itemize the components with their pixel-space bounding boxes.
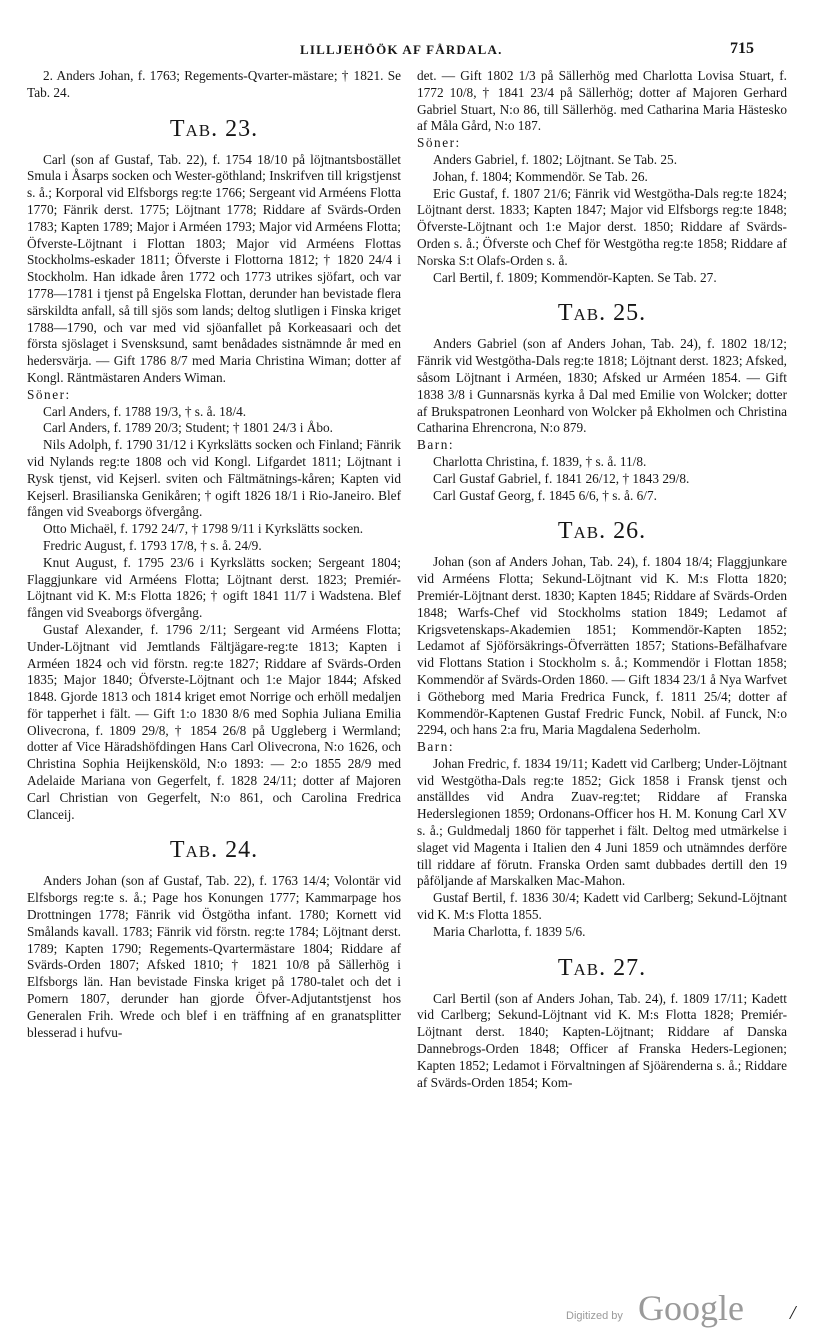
page-number: 715 bbox=[730, 40, 754, 57]
entry-carl-gustaf-gabriel: Carl Gustaf Gabriel, f. 1841 26/12, † 1843 29/8. bbox=[433, 470, 690, 486]
soner-label: Söner: bbox=[417, 135, 461, 151]
entry-anders-johan-ref: 2. Anders Johan, f. 1763; Regements-Qvarter-mästare; † 1821. Se Tab. 24. bbox=[27, 68, 401, 100]
entry-anders-johan: Anders Johan (son af Gustaf, Tab. 22), f. 1763 14/4; Volontär vid Elfsborgs reg:te s. å.; Page hos Konungen 1777; Kammarpage hos Drottningen 1778; Fänrik vid Östgötha infant. 1780; Kornett vid Smålands kavall. 1783; Fänrik vid förstn. reg:te 1784; Löjtnant derst. 1789; Kapten 1790; Regements-Qvartermästare 1804; Riddare af Svärds-Orden 1807; Afsked 1810; † 1821 10/8 på Sällerhög i Elfsborgs län. Han bevistade Finska kriget på 1780-talet och det i Pomern 1807, derunder han gjorde Öfver-Adjutantstjenst hos Generalen Frih. Wrede och blef i en träffning af en granatsplitter blesserad i hufvu- bbox=[27, 873, 401, 1040]
entry-carl-anders-1789: Carl Anders, f. 1789 20/3; Student; † 1801 24/3 i Åbo. bbox=[43, 420, 333, 436]
entry-nils-adolph: Nils Adolph, f. 1790 31/12 i Kyrkslätts socken och Finland; Fänrik vid Nylands reg:te 1808 och vid Kongl. Lifgardet 1811; Löjtnant i Rysk tjenst, vid Kejserl. sviten och Fältmätnings-kåren; Kapten vid Kejserl. Brasilianska Genikåren; † ogift 1826 18/1 i Rio-Janeiro. Blef fången vid Sveaborgs öfvergång. bbox=[27, 437, 401, 520]
barn-label: Barn: bbox=[417, 437, 455, 453]
barn-label: Barn: bbox=[417, 739, 455, 755]
entry-otto-michael: Otto Michaël, f. 1792 24/7, † 1798 9/11 i Kyrkslätts socken. bbox=[43, 521, 364, 537]
entry-fredric-august: Fredric August, f. 1793 17/8, † s. å. 24/9. bbox=[43, 537, 262, 553]
tab-24-heading: Tab. 24. bbox=[169, 837, 259, 864]
tab-23-heading: Tab. 23. bbox=[169, 115, 259, 142]
entry-charlotta-christina: Charlotta Christina, f. 1839, † s. å. 11/8. bbox=[433, 453, 647, 469]
entry-carl-bertil-ref: Carl Bertil, f. 1809; Kommendör-Kapten. Se Tab. 27. bbox=[433, 269, 717, 285]
tab-27-heading: Tab. 27. bbox=[557, 954, 647, 981]
running-head bbox=[0, 0, 840, 70]
left-column bbox=[27, 68, 401, 1041]
entry-anders-gabriel-ref: Anders Gabriel, f. 1802; Löjtnant. Se Tab. 25. bbox=[433, 151, 678, 167]
entry-gustaf-bertil: Gustaf Bertil, f. 1836 30/4; Kadett vid Carlberg; Sekund-Löjtnant vid K. M:s Flotta 1855. bbox=[417, 890, 787, 923]
entry-carl-anders-1788: Carl Anders, f. 1788 19/3, † s. å. 18/4. bbox=[43, 403, 247, 419]
entry-eric-gustaf: Eric Gustaf, f. 1807 21/6; Fänrik vid Westgötha-Dals reg:te 1824; Löjtnant derst. 1833; Kapten 1847; Major vid Elfsborgs reg:te 1848; Öfverste-Löjtnant och 1:e Major derst. 1850; Riddare af Svärds-Orden s. å.; Öfverste och Chef för Westgötha reg:te 1858; Riddare af Norska S:t Olafs-Orden s. å. bbox=[417, 185, 787, 268]
entry-carl: Carl (son af Gustaf, Tab. 22), f. 1754 18/10 på löjtnantsbostället Smula i Åsarps socken och Wester-göthland; Inskrifven till krigstjenst s. å.; Korporal vid Elfsborgs reg:te 1766; Sergeant vid Arméens Flotta 1770; Fänrik derst. 1775; Löjtnant 1778; Riddare af Svärds-Orden 1783; Kapten 1789; Major i Arméen 1793; Major vid Arméens Flotta; Öfverste-Löjtnant i Flottan 1803; Major vid Arméens Flottas Stockholms-eskader 1811; Öfverste i Flottorna 1812; † 1820 24/4 i Stockholm. Han idkade åren 1772 och 1773 utrikes sjöfart, och var 1778—1781 i tjenst på Engelska Flottan, derunder han bevistade flera särskildta anfall, så till sjös som lands; deltog slutligen i Finska kriget 1788—1790, och var med vid sjöanfallet på Korkeasaari och det första sjöslaget i Svensksund, samt benådades sistnämnde år med en hedersvärja. — Gift 1786 8/7 med Maria Christina Wiman; dotter af Kongl. Räntmästaren Anders Wiman. bbox=[27, 151, 401, 385]
entry-carl-gustaf-georg: Carl Gustaf Georg, f. 1845 6/6, † s. å. 6/7. bbox=[433, 487, 657, 503]
entry-johan-fredric: Johan Fredric, f. 1834 19/11; Kadett vid Carlberg; Under-Löjtnant vid Westgötha-Dals reg:te 1852; Gick 1858 i Fransk tjenst och anställdes vid Andra Zuav-reg:tet; Riddare af Franska Hederslegionen 1859; Ordonans-Officer hos H. M. Konung Carl XV s. å.; Guldmedalj 1860 för tapperhet i fält. Deltog med utmärkelse i slaget vid Magenta i Italien den 4 Juni 1859 och utnämndes derföre till riddare af förutn. Franska Orden samt dubbades dertill den 19 påföljande af Marskalken Mac-Mahon. bbox=[417, 755, 787, 889]
soner-label: Söner: bbox=[27, 386, 71, 402]
pen-mark-icon: / bbox=[790, 1302, 796, 1324]
running-title: LILLJEHÖÖK AF FÅRDALA. bbox=[300, 42, 503, 57]
entry-anders-gabriel: Anders Gabriel (son af Anders Johan, Tab. 24), f. 1802 18/12; Fänrik vid Westgötha-Dals reg:te 1818; Löjtnant derst. 1823; Afsked, såsom Löjtnant i Arméen, 1830; Afsked ur Arméen 1854. — Gift 1838 3/8 i Gunnarsnäs kyrka å Dal med Emilie von Wolcker; dotter af Brukspatronen Leonhard von Wolcker på Ekholmen och Christina Catharina Ehrencrona, N:o 879. bbox=[417, 336, 787, 436]
digitized-by-label: Digitized by bbox=[566, 1310, 623, 1322]
entry-anders-johan-continued: det. — Gift 1802 1/3 på Sällerhög med Charlotta Lovisa Stuart, f. 1772 10/8, † 1841 23/4 på Sällerhög; dotter af Majoren Gerhard Gabriel Stuart, N:o 86, till Sällerhög. med Catharina Maria Hästesko af Måla Gård, N:o 187. bbox=[417, 68, 787, 134]
google-watermark bbox=[566, 1288, 816, 1333]
right-column bbox=[417, 68, 787, 1091]
tab-25-heading: Tab. 25. bbox=[557, 300, 647, 327]
entry-gustaf-alexander: Gustaf Alexander, f. 1796 2/11; Sergeant vid Arméens Flotta; Under-Löjtnant vid Jemtlands Fältjägare-reg:te 1813; Kapten i Arméen 1824 och vid förstn. reg:te 1827; Riddare af Svärds-Orden 1835; Major 1840; Öfverste-Löjtnant och 1:e Major 1844; Afsked 1848. Gjorde 1813 och 1814 kriget emot Norrige och erhöll medaljen för tapperhet i fält. — Gift 1:o 1830 8/6 med Sophia Juliana Emilia Olivecrona, f. 1809 29/8, † 1854 26/8 på Uggleberg i Wermland; dotter af Vice Häradshöfdingen Hans Carl Olivecrona, N:o 1626, och Christina Sophia Heijkensköld, N:o 1893: — 2:o 1855 28/9 med Adelaide Mariana von Gegerfelt, f. 1828 24/11; dotter af Majoren Carl Christian von Gegerfelt, N:o 861, och Carolina Fredrica Clanceij. bbox=[27, 621, 401, 822]
entry-knut-august: Knut August, f. 1795 23/6 i Kyrkslätts socken; Sergeant 1804; Flaggjunkare vid Arméens Flotta; Löjtnant derst. 1823; Premiér-Löjtnant vid K. M:s Flotta 1826; † ogift 1841 11/7 i Wadstena. Blef fången vid Sveaborgs öfvergång. bbox=[27, 554, 401, 621]
tab-26-heading: Tab. 26. bbox=[557, 518, 647, 545]
google-logo: Google bbox=[638, 1288, 744, 1328]
entry-carl-bertil: Carl Bertil (son af Anders Johan, Tab. 24), f. 1809 17/11; Kadett vid Carlberg; Sekund-Löjtnant vid K. M:s Flotta 1828; Premiér-Löjtnant derst. 1840; Kapten-Löjtnant; Riddare af Danska Dannebrogs-Orden 1848; Officer af Franska Heders-Legionen; Kapten 1852; Ledamot i Förvaltningen af Sjöärenderna s. å.; Riddare af Svärds-Orden 1854; Kom- bbox=[417, 990, 787, 1090]
entry-johan-ref: Johan, f. 1804; Kommendör. Se Tab. 26. bbox=[433, 168, 648, 184]
entry-johan: Johan (son af Anders Johan, Tab. 24), f. 1804 18/4; Flaggjunkare vid Arméens Flotta; Sekund-Löjtnant vid K. M:s Flotta 1820; Premiér-Löjtnant derst. 1830; Kapten 1845; Riddare af Svärds-Orden 1848; Warfs-Chef vid Stockholms station 1849; Ledamot af Krigsvetenskaps-Akademien 1851; Kommendör-Kapten 1852; Ledamot af Sjöförsäkrings-Öfverrätten 1857; Stations-Befälhafvare vid Flottans Station i Stockholm s. å.; Kommendör i Flottan 1858; Kommendör af Svärds-Orden 1860. — Gift 1834 23/1 å Nya Warfvet i Götheborg med Maria Fredrica Funck, f. 1811 25/4; dotter af Kommendör-Kaptenen Gustaf Fredric Funck, Nobil. af Funck, N:o 2294, och hans 2:a fru, Maria Magdalena Sederholm. bbox=[417, 554, 787, 738]
entry-maria-charlotta: Maria Charlotta, f. 1839 5/6. bbox=[433, 923, 586, 939]
